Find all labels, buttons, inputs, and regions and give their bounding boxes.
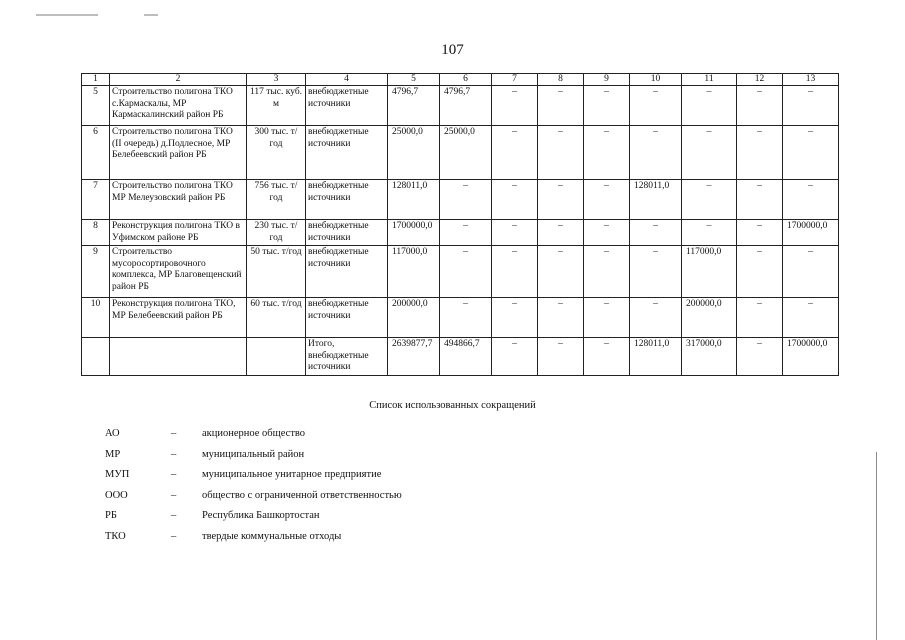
table-cell: 117000,0 <box>682 246 737 298</box>
abbreviation-code: МР <box>105 448 121 460</box>
table-cell: – <box>492 180 538 220</box>
table-body <box>82 74 839 376</box>
table-cell: – <box>737 180 783 220</box>
table-cell: 756 тыс. т/год <box>247 180 306 220</box>
table-row <box>82 180 839 220</box>
page-number: 107 <box>441 42 464 58</box>
table-cell: 128011,0 <box>630 338 682 376</box>
table-cell: – <box>538 338 584 376</box>
table-cell: – <box>682 220 737 246</box>
table-cell: – <box>737 246 783 298</box>
abbreviation-code: РБ <box>105 510 117 522</box>
table-cell: – <box>682 180 737 220</box>
column-number-cell: 11 <box>682 74 737 86</box>
table-cell: – <box>538 246 584 298</box>
column-number-cell: 13 <box>783 74 839 86</box>
table-cell: 200000,0 <box>388 298 440 338</box>
column-number-cell: 5 <box>388 74 440 86</box>
table-cell: Реконструкция полигона ТКО в Уфимском районе РБ <box>110 220 247 246</box>
table-cell: 300 тыс. т/год <box>247 126 306 180</box>
table-cell: 10 <box>82 298 110 338</box>
table-cell: внебюджетные источники <box>306 298 388 338</box>
abbreviation-item <box>105 449 705 470</box>
abbreviation-dash: – <box>171 428 177 439</box>
table-cell: 4796,7 <box>440 86 492 126</box>
abbreviation-item <box>105 469 705 490</box>
table-cell <box>82 338 110 376</box>
column-number-cell: 9 <box>584 74 630 86</box>
table-cell: 200000,0 <box>682 298 737 338</box>
abbreviation-dash: – <box>171 469 177 481</box>
abbreviation-item <box>105 510 705 531</box>
table-cell: 117 тыс. куб. м <box>247 86 306 126</box>
table-cell: – <box>630 220 682 246</box>
table-cell: – <box>737 126 783 180</box>
table-cell: – <box>783 126 839 180</box>
table-cell: – <box>492 86 538 126</box>
table-cell: внебюджетные источники <box>306 86 388 126</box>
table-cell: – <box>783 180 839 220</box>
table-cell: 8 <box>82 220 110 246</box>
table-cell: – <box>630 298 682 338</box>
column-number-cell: 8 <box>538 74 584 86</box>
table-cell: – <box>783 298 839 338</box>
abbreviation-dash: – <box>171 489 177 501</box>
table-cell: – <box>584 338 630 376</box>
table-cell: – <box>783 86 839 126</box>
table-cell <box>247 338 306 376</box>
table-cell: – <box>584 246 630 298</box>
column-number-cell: 1 <box>82 74 110 86</box>
table-cell: – <box>440 246 492 298</box>
table-cell: Строительство полигона ТКО с.Кармаскалы, МР Кармаскалинский район РБ <box>110 86 247 126</box>
table-cell: – <box>737 220 783 246</box>
table-cell: – <box>492 338 538 376</box>
table-cell: внебюджетные источники <box>306 220 388 246</box>
table-cell: 2639877,7 <box>388 338 440 376</box>
table-cell: Реконструкция полигона ТКО, МР Белебеевский район РБ <box>110 298 247 338</box>
table-header-row <box>82 74 839 86</box>
table-cell: 1700000,0 <box>783 220 839 246</box>
table-cell: 230 тыс. т/год <box>247 220 306 246</box>
table-cell: – <box>538 220 584 246</box>
column-number-cell: 10 <box>630 74 682 86</box>
table-row <box>82 126 839 180</box>
table-cell: Строительство полигона ТКО МР Мелеузовский район РБ <box>110 180 247 220</box>
column-number-cell: 12 <box>737 74 783 86</box>
table-cell: 6 <box>82 126 110 180</box>
table-cell: – <box>630 86 682 126</box>
abbreviation-code: МУП <box>105 469 130 481</box>
abbreviation-item <box>105 490 705 511</box>
abbreviation-meaning: муниципальное унитарное предприятие <box>202 469 382 481</box>
table-cell: внебюджетные источники <box>306 246 388 298</box>
table-cell: – <box>538 126 584 180</box>
abbreviation-item <box>105 531 705 552</box>
table-row <box>82 86 839 126</box>
table-cell: – <box>737 338 783 376</box>
table-cell: – <box>492 126 538 180</box>
table-cell: 117000,0 <box>388 246 440 298</box>
table-row <box>82 338 839 376</box>
table-cell: 4796,7 <box>388 86 440 126</box>
abbreviation-dash: – <box>171 530 177 542</box>
table-cell: – <box>737 86 783 126</box>
table-cell: 128011,0 <box>388 180 440 220</box>
table-cell: Итого, внебюджетные источники <box>306 338 388 376</box>
table-cell: 1700000,0 <box>783 338 839 376</box>
abbreviation-code: ТКО <box>105 530 126 542</box>
abbreviations-list <box>105 428 705 552</box>
scan-artifact-mark <box>36 14 98 16</box>
scan-artifact-mark <box>144 14 158 16</box>
abbreviations-title: Список использованных сокращений <box>369 400 536 411</box>
table-cell: 25000,0 <box>440 126 492 180</box>
abbreviation-dash: – <box>171 448 177 460</box>
table-cell: внебюджетные источники <box>306 126 388 180</box>
column-number-cell: 2 <box>110 74 247 86</box>
abbreviation-meaning: твердые коммунальные отходы <box>202 530 342 542</box>
table-cell: 7 <box>82 180 110 220</box>
column-number-cell: 3 <box>247 74 306 86</box>
table-cell: – <box>783 246 839 298</box>
table-cell: внебюджетные источники <box>306 180 388 220</box>
table-cell: 317000,0 <box>682 338 737 376</box>
abbreviation-item <box>105 428 705 449</box>
table-cell: – <box>584 86 630 126</box>
table-cell: 1700000,0 <box>388 220 440 246</box>
table-row <box>82 298 839 338</box>
column-number-cell: 7 <box>492 74 538 86</box>
table-cell: 5 <box>82 86 110 126</box>
table-cell: – <box>440 180 492 220</box>
investment-table <box>81 73 839 376</box>
table-row <box>82 220 839 246</box>
table-cell: – <box>538 86 584 126</box>
table-cell: – <box>682 126 737 180</box>
abbreviation-meaning: акционерное общество <box>202 428 306 439</box>
column-number-cell: 4 <box>306 74 388 86</box>
table-cell: – <box>630 246 682 298</box>
table-cell: – <box>737 298 783 338</box>
table-cell: 60 тыс. т/год <box>247 298 306 338</box>
table-cell: – <box>440 220 492 246</box>
table-cell: – <box>538 298 584 338</box>
table-cell <box>110 338 247 376</box>
table-cell: – <box>584 180 630 220</box>
table-cell: – <box>584 298 630 338</box>
table-cell: – <box>682 86 737 126</box>
table-cell: – <box>630 126 682 180</box>
table-cell: 50 тыс. т/год <box>247 246 306 298</box>
abbreviation-meaning: муниципальный район <box>202 448 305 460</box>
table-cell: – <box>492 298 538 338</box>
table-cell: – <box>440 298 492 338</box>
table-cell: Строительство полигона ТКО (II очередь) д.Подлесное, МР Белебеевский район РБ <box>110 126 247 180</box>
abbreviation-code: АО <box>105 428 120 439</box>
table-cell: 9 <box>82 246 110 298</box>
abbreviation-meaning: общество с ограниченной ответственностью <box>202 489 402 501</box>
table-cell: Строительство мусоросортировочного комплекса, МР Благовещенский район РБ <box>110 246 247 298</box>
column-number-cell: 6 <box>440 74 492 86</box>
scan-edge-line <box>876 452 877 640</box>
table-cell: 494866,7 <box>440 338 492 376</box>
table-cell: – <box>584 220 630 246</box>
table-cell: – <box>584 126 630 180</box>
table-row <box>82 246 839 298</box>
table-cell: – <box>492 220 538 246</box>
abbreviation-code: ООО <box>105 489 128 501</box>
table-cell: – <box>492 246 538 298</box>
table-cell: – <box>538 180 584 220</box>
table-cell: 128011,0 <box>630 180 682 220</box>
table-cell: 25000,0 <box>388 126 440 180</box>
abbreviation-meaning: Республика Башкортостан <box>202 510 320 522</box>
abbreviation-dash: – <box>171 510 177 522</box>
